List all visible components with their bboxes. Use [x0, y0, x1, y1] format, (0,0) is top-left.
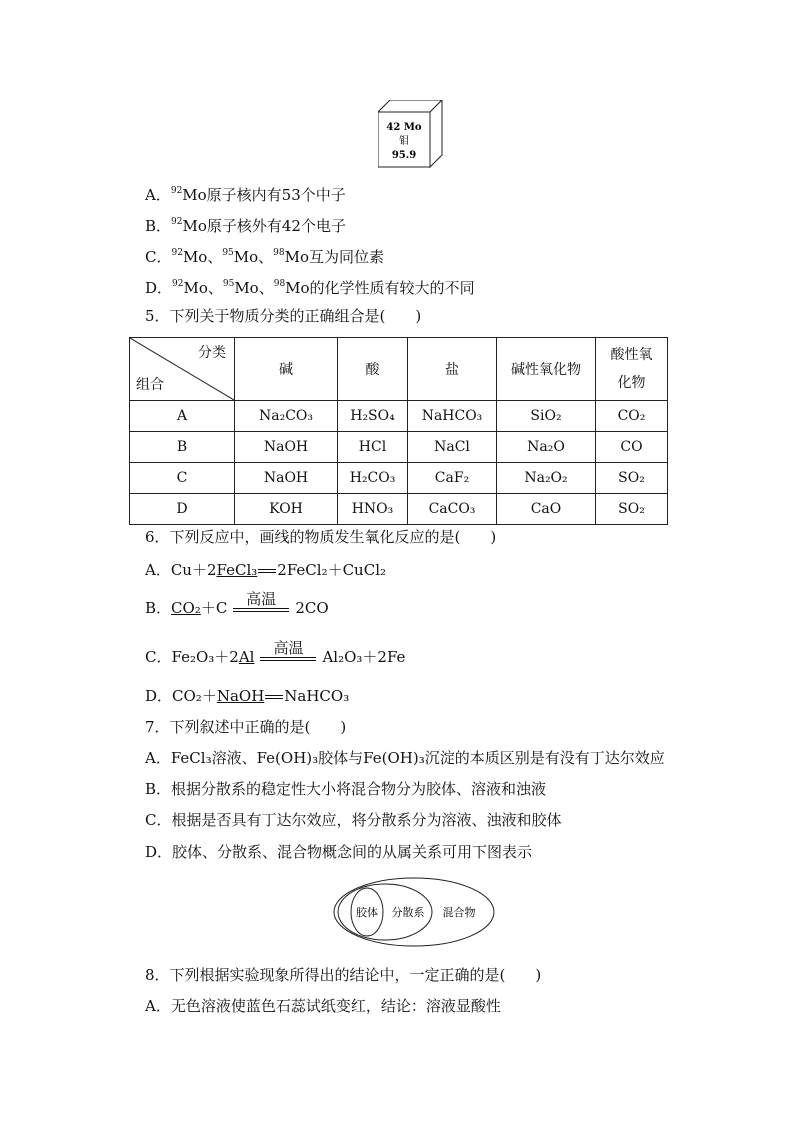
classification-table	[129, 337, 668, 525]
column-header-salt: 盐	[408, 338, 497, 401]
q4-option-a: A．$^{92}$Mo原子核内有53个中子	[145, 186, 346, 204]
table-row	[130, 401, 668, 432]
underlined-substance: FeCl₃	[216, 561, 258, 579]
q7-option-b: B．根据分散系的稳定性大小将混合物分为胶体、溶液和浊液	[145, 780, 547, 798]
header-category-label: 分类	[198, 345, 226, 361]
q7-option-a: A．FeCl₃溶液、Fe(OH)₃胶体与Fe(OH)₃沉淀的本质区别是有没有丁达尔效应	[145, 749, 665, 767]
underlined-substance: CO₂	[171, 599, 201, 617]
table-row	[130, 463, 668, 494]
q7-option-d: D．胶体、分散系、混合物概念间的从属关系可用下图表示	[145, 843, 533, 861]
column-header-acidic-oxide	[596, 338, 668, 401]
q6-option-c: C．Fe₂O₃＋2Al 高温 Al₂O₃＋2Fe	[145, 638, 406, 666]
cell-base: NaOH	[235, 432, 338, 463]
q7-stem: 7．下列叙述中正确的是( )	[145, 718, 347, 736]
cell-salt: NaHCO₃	[408, 401, 497, 432]
cell-acidic-oxide: SO₂	[596, 463, 668, 494]
cell-salt: NaCl	[408, 432, 497, 463]
cell-acid: H₂CO₃	[338, 463, 408, 494]
label-colloid: 胶体	[356, 906, 378, 919]
equals-sign	[265, 695, 283, 699]
cell-salt: CaF₂	[408, 463, 497, 494]
cell-basic-oxide: Na₂O	[497, 432, 596, 463]
underlined-substance: NaOH	[216, 687, 265, 705]
element-card-symbol: 42 Mo	[386, 122, 422, 133]
molybdenum-element-card	[378, 100, 444, 168]
table-row	[130, 494, 668, 525]
column-header-basic-oxide: 碱性氧化物	[497, 338, 596, 401]
q8-option-a: A．无色溶液使蓝色石蕊试纸变红，结论：溶液显酸性	[145, 997, 501, 1015]
element-card-mass: 95.9	[391, 150, 417, 161]
label-mixture: 混合物	[442, 906, 476, 919]
cell-acid: H₂SO₄	[338, 401, 408, 432]
cell-acidic-oxide: CO	[596, 432, 668, 463]
table-diagonal-header	[130, 338, 235, 401]
cell-base: NaOH	[235, 463, 338, 494]
cell-base: Na₂CO₃	[235, 401, 338, 432]
column-header-acidic-oxide-text: 酸性氧化物	[610, 347, 653, 391]
q4-option-d: D．$^{92}$Mo、$^{95}$Mo、$^{98}$Mo的化学性质有较大的不同	[145, 279, 475, 297]
cell-acid: HCl	[338, 432, 408, 463]
row-label: C	[130, 463, 235, 494]
q6-option-b: B．CO₂＋C 高温 2CO	[145, 589, 329, 617]
q8-stem: 8．下列根据实验现象所得出的结论中，一定正确的是( )	[145, 966, 542, 984]
column-header-acid: 酸	[338, 338, 408, 401]
concept-nesting-diagram	[333, 877, 495, 947]
label-dispersion-system: 分散系	[391, 906, 425, 919]
q4-option-b: B．$^{92}$Mo原子核外有42个电子	[145, 217, 346, 235]
equals-sign	[258, 569, 276, 573]
header-group-label: 组合	[136, 377, 164, 393]
cell-salt: CaCO₃	[408, 494, 497, 525]
cell-basic-oxide: Na₂O₂	[497, 463, 596, 494]
q6-stem: 6．下列反应中，画线的物质发生氧化反应的是( )	[145, 528, 497, 546]
underlined-substance: Al	[238, 648, 255, 666]
q6-option-a: A．Cu＋2FeCl₃ 2FeCl₂＋CuCl₂	[145, 561, 387, 579]
high-temperature-condition: 高温	[260, 640, 316, 661]
column-header-base: 碱	[235, 338, 338, 401]
q4-option-c: C．$^{92}$Mo、$^{95}$Mo、$^{98}$Mo互为同位素	[145, 248, 385, 266]
cell-acidic-oxide: CO₂	[596, 401, 668, 432]
row-label: D	[130, 494, 235, 525]
table-row	[130, 432, 668, 463]
cell-acid: HNO₃	[338, 494, 408, 525]
q6-option-d: D．CO₂＋NaOH NaHCO₃	[145, 687, 350, 705]
q7-option-c: C．根据是否具有丁达尔效应，将分散系分为溶液、浊液和胶体	[145, 811, 562, 829]
row-label: A	[130, 401, 235, 432]
q5-stem: 5．下列关于物质分类的正确组合是( )	[145, 307, 422, 325]
cell-basic-oxide: SiO₂	[497, 401, 596, 432]
cell-base: KOH	[235, 494, 338, 525]
cell-acidic-oxide: SO₂	[596, 494, 668, 525]
cell-basic-oxide: CaO	[497, 494, 596, 525]
high-temperature-condition: 高温	[233, 591, 289, 612]
row-label: B	[130, 432, 235, 463]
element-card-name: 钼	[399, 136, 409, 147]
